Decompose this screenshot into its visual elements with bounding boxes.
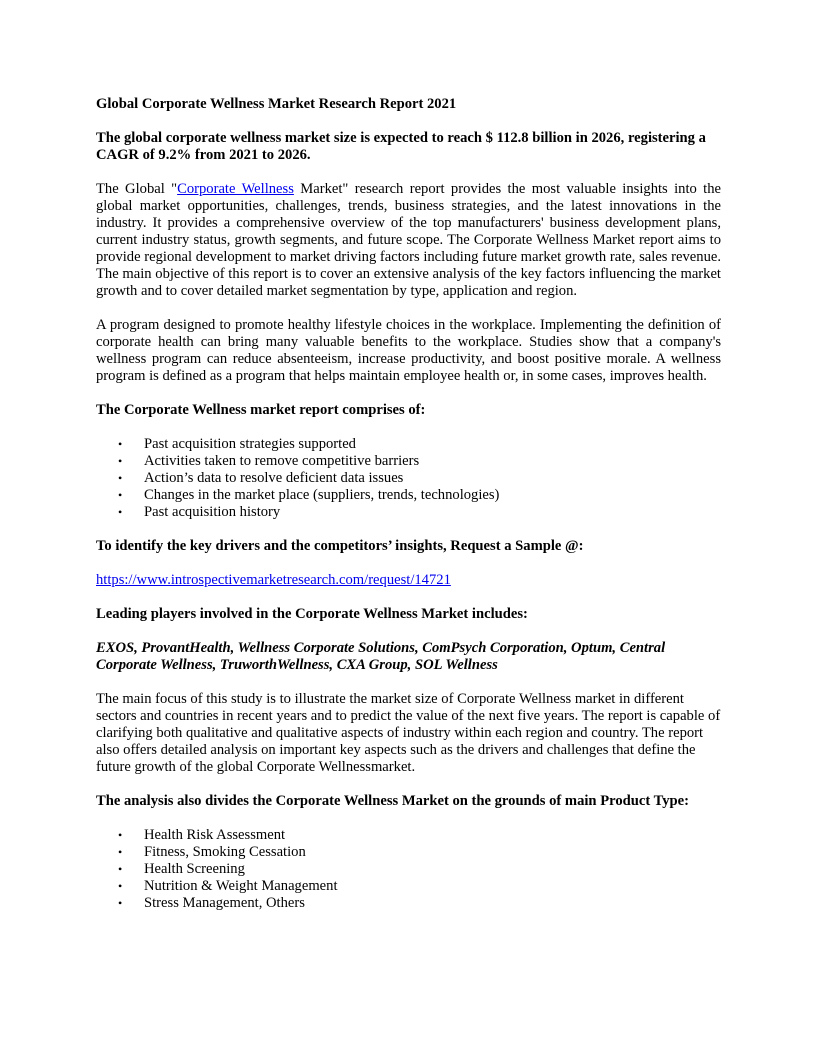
market-size-headline: The global corporate wellness market size is expected to reach $ 112.8 billion in 2026, registering a CAGR of 9.2% from 2021 to 2026. [96, 130, 706, 163]
list-item-text: Stress Management, Others [144, 895, 305, 911]
comprises-heading: The Corporate Wellness market report comprises of: [96, 402, 426, 418]
list-item [96, 895, 721, 912]
list-item [96, 487, 721, 504]
product-type-heading: The analysis also divides the Corporate Wellness Market on the grounds of main Product Type: [96, 793, 689, 809]
sample-url-line [96, 572, 721, 589]
report-title: Global Corporate Wellness Market Research Report 2021 [96, 96, 457, 112]
sample-request-link[interactable]: https://www.introspectivemarketresearch.com/request/14721 [96, 572, 451, 588]
focus-paragraph: The main focus of this study is to illustrate the market size of Corporate Wellness market in different sectors and countries in recent years and to predict the value of the next five years. The report is capable of clarifying both qualitative and qualitative aspects of industry within each region and country. The report also offers detailed analysis on important key aspects such as the drivers and challenges that define the future growth of the global Corporate Wellnessmarket. [96, 691, 721, 775]
intro-paragraph [96, 181, 721, 300]
product-type-list [96, 827, 721, 912]
list-item-text: Activities taken to remove competitive barriers [144, 453, 420, 469]
list-item [96, 861, 721, 878]
bullet-icon: • [118, 437, 123, 451]
list-item-text: Nutrition & Weight Management [144, 878, 338, 894]
bullet-icon: • [118, 454, 123, 468]
bullet-icon: • [118, 505, 123, 519]
players-list: EXOS, ProvantHealth, Wellness Corporate Solutions, ComPsych Corporation, Optum, Central Corporate Wellness, TruworthWellness, CXA Group, SOL Wellness [96, 640, 666, 673]
bullet-icon: • [118, 471, 123, 485]
program-paragraph: A program designed to promote healthy lifestyle choices in the workplace. Implementing the definition of corporate health can bring many valuable benefits to the workplace. Studies show that a company's wellness program can reduce absenteeism, increase productivity, and boost positive morale. A wellness program is defined as a program that helps maintain employee health or, in some cases, improves health. [96, 317, 721, 384]
list-item-text: Fitness, Smoking Cessation [144, 844, 306, 860]
list-item-text: Action’s data to resolve deficient data issues [144, 470, 404, 486]
bullet-icon: • [118, 828, 123, 842]
players-heading: Leading players involved in the Corporate Wellness Market includes: [96, 606, 528, 622]
list-item-text: Past acquisition strategies supported [144, 436, 356, 452]
list-item-text: Health Screening [144, 861, 245, 877]
list-item [96, 827, 721, 844]
bullet-icon: • [118, 896, 123, 910]
list-item [96, 453, 721, 470]
bullet-icon: • [118, 845, 123, 859]
intro-suffix: Market" research report provides the most valuable insights into the global market opportunities, challenges, trends, business strategies, and the latest innovations in the industry. It provides a comprehensive overview of the top manufacturers' business development plans, current industry status, growth segments, and future scope. The Corporate Wellness Market report aims to provide regional development to market driving factors including future market growth rate, sales revenue. The main objective of this report is to cover an extensive analysis of the key factors influencing the market growth and to cover detailed market segmentation by type, application and region. [96, 181, 721, 299]
list-item-text: Health Risk Assessment [144, 827, 286, 843]
bullet-icon: • [118, 862, 123, 876]
bullet-icon: • [118, 879, 123, 893]
list-item [96, 504, 721, 521]
bullet-icon: • [118, 488, 123, 502]
corporate-wellness-link[interactable]: Corporate Wellness [177, 181, 294, 197]
list-item-text: Changes in the market place (suppliers, trends, technologies) [144, 487, 500, 503]
list-item [96, 878, 721, 895]
intro-prefix: The Global " [96, 181, 178, 197]
sample-heading: To identify the key drivers and the competitors’ insights, Request a Sample @: [96, 538, 584, 554]
list-item [96, 470, 721, 487]
comprises-list [96, 436, 721, 521]
document-page [96, 96, 721, 912]
list-item [96, 436, 721, 453]
list-item-text: Past acquisition history [144, 504, 281, 520]
list-item [96, 844, 721, 861]
